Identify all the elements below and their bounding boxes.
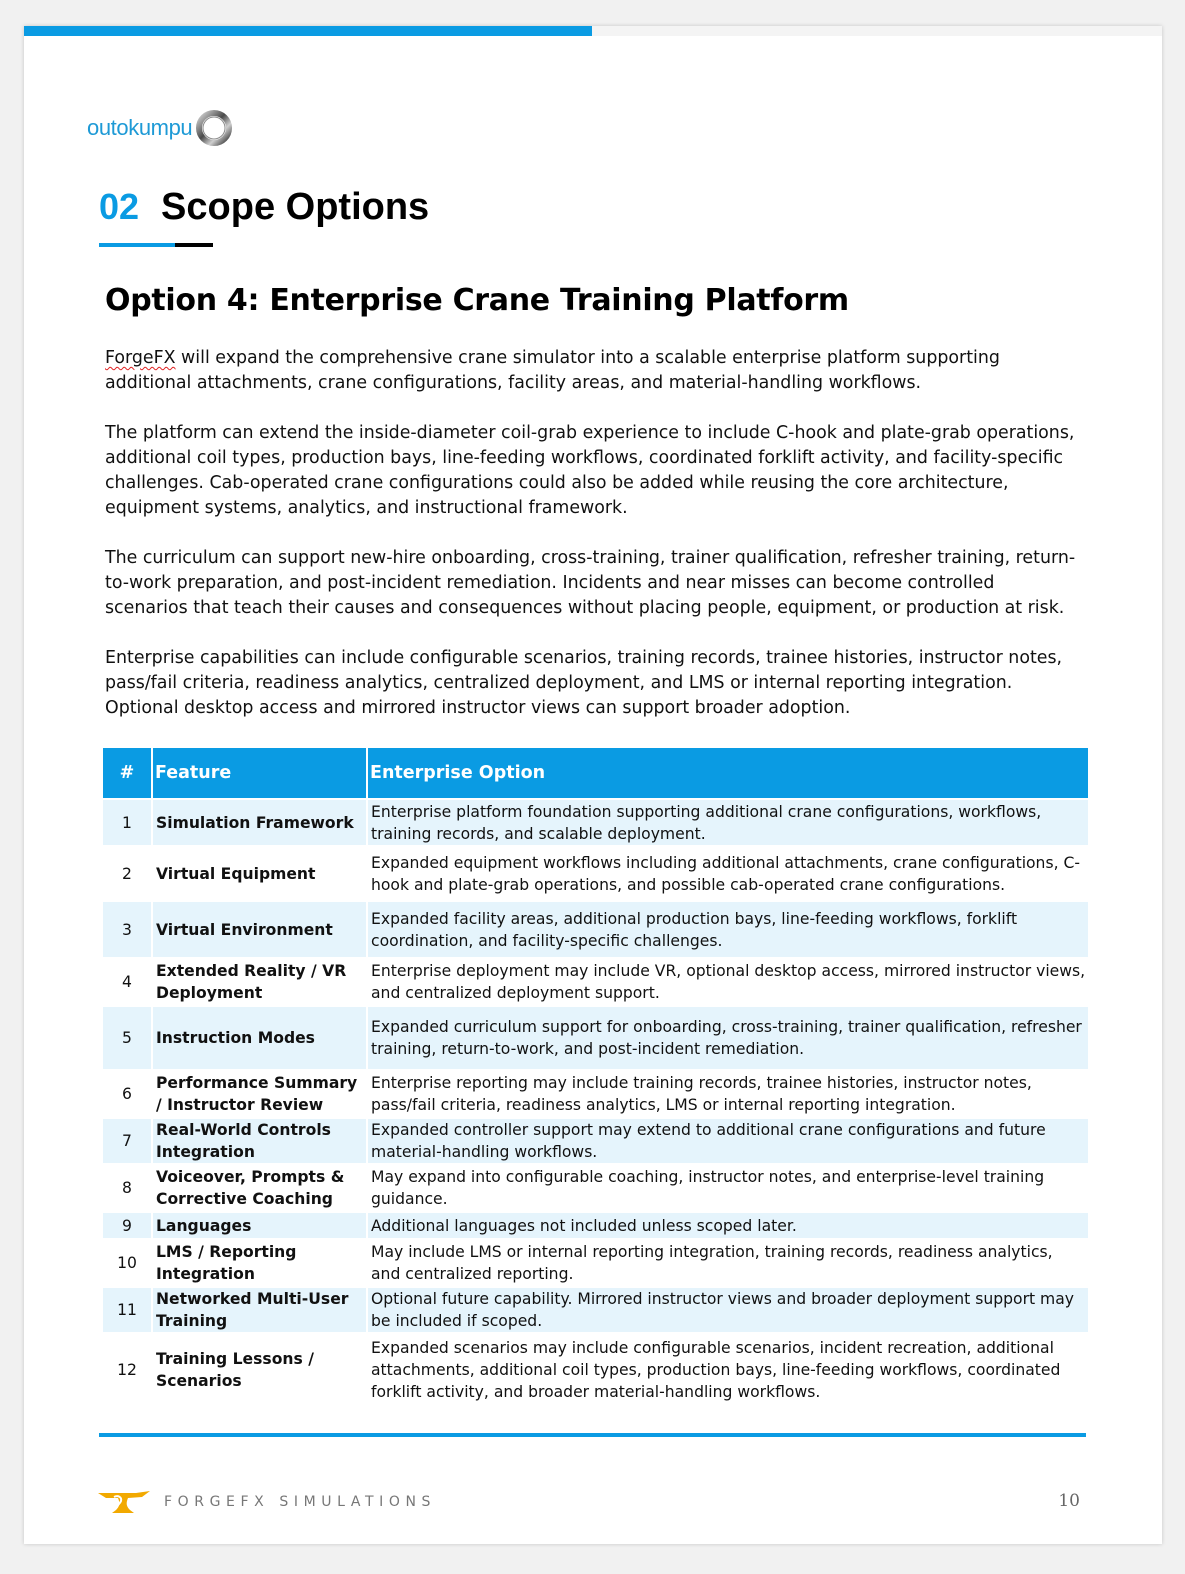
table-row	[103, 1118, 1088, 1164]
option-title: Option 4: Enterprise Crane Training Platform	[105, 283, 849, 318]
row-feature: Virtual Environment	[152, 901, 367, 958]
paragraph: Enterprise capabilities can include configurable scenarios, training records, trainee histories, instructor notes, pass/fail criteria, readiness analytics, centralized deployment, and LMS or internal reporting integration. Optional desktop access and mirrored instructor views can support broader adoption.	[105, 648, 1063, 718]
row-enterprise-option: Enterprise deployment may include VR, optional desktop access, mirrored instructor views, and centralized deployment support.	[367, 958, 1088, 1006]
section-number: 02	[99, 186, 140, 227]
row-number: 3	[103, 901, 152, 958]
row-enterprise-option: Expanded curriculum support for onboarding, cross-training, trainer qualification, refresher training, return-to-work, and post-incident remediation.	[367, 1006, 1088, 1070]
row-enterprise-option: Enterprise reporting may include training records, trainee histories, instructor notes, pass/fail criteria, readiness analytics, LMS or internal reporting integration.	[367, 1070, 1088, 1118]
document-page	[24, 26, 1162, 1544]
top-accent-bar-track	[592, 26, 1162, 36]
row-enterprise-option: May include LMS or internal reporting integration, training records, readiness analytics, and centralized reporting.	[367, 1239, 1088, 1287]
table-row	[103, 846, 1088, 901]
row-enterprise-option: Expanded scenarios may include configurable scenarios, incident recreation, additional attachments, additional coil types, production bays, line-feeding workflows, coordinated forklift activity, and broader material-handling workflows.	[367, 1333, 1088, 1405]
table-row	[103, 1239, 1088, 1287]
row-number: 9	[103, 1212, 152, 1239]
heading-underline-blue	[99, 243, 175, 247]
row-feature: LMS / Reporting Integration	[152, 1239, 367, 1287]
forgefx-footer-logo	[96, 1489, 436, 1515]
feature-table	[103, 748, 1088, 1405]
heading-underline-black	[175, 243, 213, 247]
paragraph: The curriculum can support new-hire onboarding, cross-training, trainer qualification, refresher training, return-to-work preparation, and post-incident remediation. Incidents and near misses can become controlled scenarios that teach their causes and consequences without placing people, equipment, or production at risk.	[105, 548, 1076, 618]
table-header-row	[103, 748, 1088, 799]
row-number: 6	[103, 1070, 152, 1118]
row-enterprise-option: Enterprise platform foundation supporting additional crane configurations, workflows, training records, and scalable deployment.	[367, 799, 1088, 846]
row-number: 1	[103, 799, 152, 846]
top-accent-bar	[24, 26, 592, 36]
paragraph-first-word: ForgeFX	[105, 348, 176, 368]
table-row	[103, 1212, 1088, 1239]
column-header-feature: Feature	[152, 748, 367, 799]
row-enterprise-option: Expanded equipment workflows including additional attachments, crane configurations, C-hook and plate-grab operations, and possible cab-operated crane configurations.	[367, 846, 1088, 901]
paragraph	[105, 346, 1080, 396]
page-number: 10	[1058, 1491, 1080, 1511]
section-heading	[99, 186, 429, 229]
row-enterprise-option: Expanded controller support may extend to additional crane configurations and future material-handling workflows.	[367, 1118, 1088, 1164]
row-number: 12	[103, 1333, 152, 1405]
row-number: 2	[103, 846, 152, 901]
row-feature: Training Lessons / Scenarios	[152, 1333, 367, 1405]
column-header-enterprise-option: Enterprise Option	[367, 748, 1088, 799]
table-row	[103, 1333, 1088, 1405]
table-row	[103, 1287, 1088, 1333]
row-feature: Instruction Modes	[152, 1006, 367, 1070]
row-number: 11	[103, 1287, 152, 1333]
row-number: 7	[103, 1118, 152, 1164]
row-feature: Extended Reality / VR Deployment	[152, 958, 367, 1006]
footer-brand-text: FORGEFX SIMULATIONS	[164, 1494, 437, 1510]
column-header-number: #	[103, 748, 152, 799]
row-enterprise-option: Optional future capability. Mirrored instructor views and broader deployment support may be included if scoped.	[367, 1287, 1088, 1333]
logo-text: outokumpu	[87, 115, 193, 140]
body-text	[105, 346, 1080, 746]
row-feature: Networked Multi-User Training	[152, 1287, 367, 1333]
row-enterprise-option: May expand into configurable coaching, instructor notes, and enterprise-level training guidance.	[367, 1164, 1088, 1212]
section-title: Scope Options	[161, 186, 430, 228]
forgefx-anvil-icon	[96, 1489, 152, 1515]
row-feature: Real-World Controls Integration	[152, 1118, 367, 1164]
table-row	[103, 958, 1088, 1006]
ring-logo-icon	[194, 108, 234, 148]
footer-rule	[99, 1433, 1086, 1437]
paragraph: The platform can extend the inside-diameter coil-grab experience to include C-hook and plate-grab operations, additional coil types, production bays, line-feeding workflows, coordinated forklift activity, and facility-specific challenges. Cab-operated crane configurations could also be added while reusing the core architecture, equipment systems, analytics, and instructional framework.	[105, 423, 1075, 518]
table-row	[103, 1006, 1088, 1070]
table-row	[103, 901, 1088, 958]
row-feature: Virtual Equipment	[152, 846, 367, 901]
row-feature: Simulation Framework	[152, 799, 367, 846]
row-feature: Voiceover, Prompts & Corrective Coaching	[152, 1164, 367, 1212]
row-enterprise-option: Expanded facility areas, additional production bays, line-feeding workflows, forklift coordination, and facility-specific challenges.	[367, 901, 1088, 958]
table-row	[103, 1164, 1088, 1212]
row-number: 5	[103, 1006, 152, 1070]
table-row	[103, 1070, 1088, 1118]
row-number: 8	[103, 1164, 152, 1212]
paragraph-rest: will expand the comprehensive crane simulator into a scalable enterprise platform supporting additional attachments, crane configurations, facility areas, and material-handling workflows.	[105, 348, 1000, 393]
table-row	[103, 799, 1088, 846]
row-number: 10	[103, 1239, 152, 1287]
row-feature: Languages	[152, 1212, 367, 1239]
outokumpu-logo	[87, 108, 234, 148]
row-number: 4	[103, 958, 152, 1006]
row-feature: Performance Summary / Instructor Review	[152, 1070, 367, 1118]
row-enterprise-option: Additional languages not included unless scoped later.	[367, 1212, 1088, 1239]
